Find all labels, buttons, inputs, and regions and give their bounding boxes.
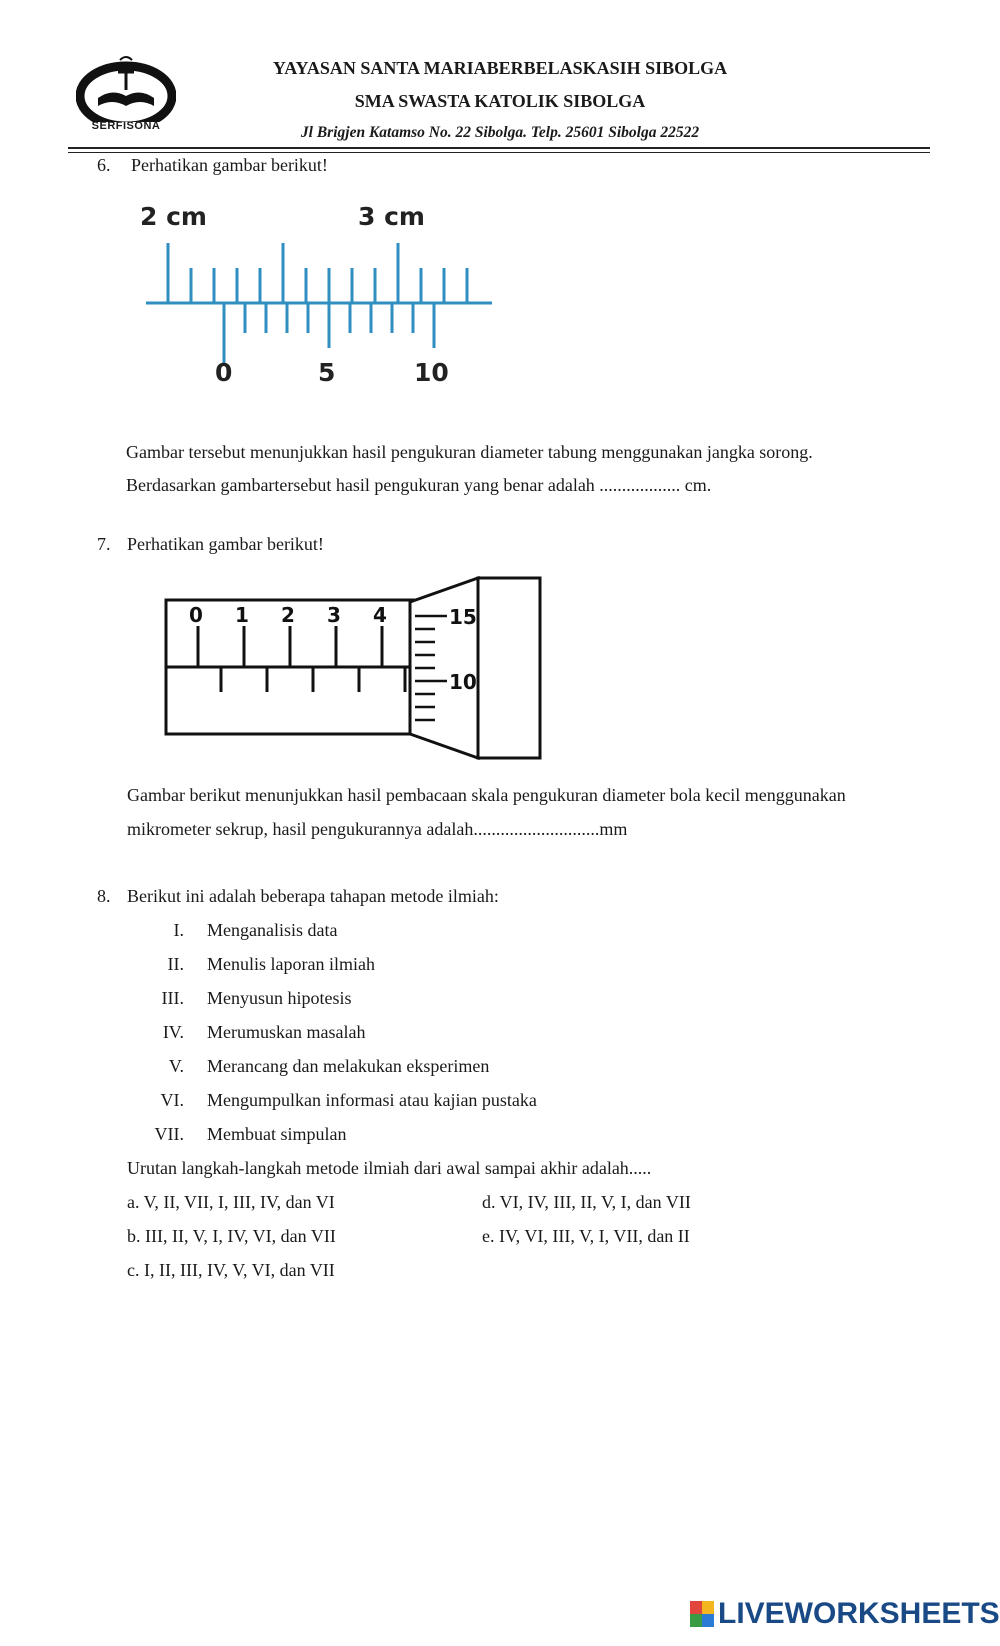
step-numeral: III. xyxy=(161,988,184,1008)
step-numeral: VI. xyxy=(160,1090,184,1110)
thimble-body xyxy=(478,578,540,758)
q8-prompt: Berikut ini adalah beberapa tahapan metode ilmiah: xyxy=(127,886,499,906)
q8-question: Urutan langkah-langkah metode ilmiah dari awal sampai akhir adalah..... xyxy=(127,1158,652,1178)
sleeve-label-1: 1 xyxy=(235,603,249,627)
q7-prompt: Perhatikan gambar berikut! xyxy=(127,534,324,554)
step-numeral: IV. xyxy=(162,1022,184,1042)
step-text: Mengumpulkan informasi atau kajian pustaka xyxy=(207,1090,537,1110)
q6-number: 6. xyxy=(97,155,111,175)
option-d[interactable]: d. VI, IV, III, II, V, I, dan VII xyxy=(482,1192,691,1212)
q7-number: 7. xyxy=(97,534,111,554)
thimble-label-15: 15 xyxy=(449,605,477,629)
q6-prompt: Perhatikan gambar berikut! xyxy=(131,155,328,175)
sleeve-label-0: 0 xyxy=(189,603,203,627)
watermark-text: LIVEWORKSHEETS xyxy=(718,1597,1000,1630)
thimble-label-10: 10 xyxy=(449,670,477,694)
q7-text-line1: Gambar berikut menunjukkan hasil pembacaan skala pengukuran diameter bola kecil menggunakan xyxy=(127,785,846,805)
option-b[interactable]: b. III, II, V, I, IV, VI, dan VII xyxy=(127,1226,336,1246)
logo-text: SERFISONA xyxy=(91,120,161,132)
micrometer-figure xyxy=(160,570,550,770)
option-e[interactable]: e. IV, VI, III, V, I, VII, dan II xyxy=(482,1226,690,1246)
vernier-label-5: 5 xyxy=(318,358,336,387)
step-numeral: II. xyxy=(167,954,184,974)
q6-text-line2: Berdasarkan gambartersebut hasil pengukuran yang benar adalah .................. cm. xyxy=(126,475,712,495)
step-text: Menyusun hipotesis xyxy=(207,988,352,1008)
vernier-label-0: 0 xyxy=(215,358,233,387)
header-school: SMA SWASTA KATOLIK SIBOLGA xyxy=(354,91,646,111)
q8-number: 8. xyxy=(97,886,111,906)
step-text: Merancang dan melakukan eksperimen xyxy=(207,1056,490,1076)
step-numeral: VII. xyxy=(154,1124,184,1144)
header-address: Jl Brigjen Katamso No. 22 Sibolga. Telp. 25601 Sibolga 22522 xyxy=(300,124,700,141)
q6-text-line1: Gambar tersebut menunjukkan hasil pengukuran diameter tabung menggunakan jangka sorong. xyxy=(126,442,813,462)
step-numeral: V. xyxy=(168,1056,184,1076)
sleeve-label-3: 3 xyxy=(327,603,341,627)
header-foundation: YAYASAN SANTA MARIABERBELASKASIH SIBOLGA xyxy=(272,58,728,78)
step-text: Menganalisis data xyxy=(207,920,338,940)
vernier-caliper-figure xyxy=(140,196,500,406)
option-c[interactable]: c. I, II, III, IV, V, VI, dan VII xyxy=(127,1260,335,1280)
header-rule-thin xyxy=(68,152,930,153)
vernier-scale-ticks xyxy=(224,303,434,363)
step-numeral: I. xyxy=(173,920,184,940)
sleeve-label-2: 2 xyxy=(281,603,295,627)
liveworksheets-logo-icon xyxy=(690,1601,714,1627)
step-text: Merumuskan masalah xyxy=(207,1022,366,1042)
school-logo xyxy=(76,54,176,136)
step-text: Menulis laporan ilmiah xyxy=(207,954,375,974)
main-label-3cm: 3 cm xyxy=(358,202,425,231)
vernier-label-10: 10 xyxy=(414,358,449,387)
q7-text-line2: mikrometer sekrup, hasil pengukurannya adalah............................mm xyxy=(127,819,628,839)
option-a[interactable]: a. V, II, VII, I, III, IV, dan VI xyxy=(127,1192,335,1212)
main-scale-ticks xyxy=(146,243,492,303)
sleeve-label-4: 4 xyxy=(373,603,387,627)
step-text: Membuat simpulan xyxy=(207,1124,347,1144)
liveworksheets-watermark xyxy=(690,1596,1000,1632)
header-rule-thick xyxy=(68,147,930,149)
main-label-2cm: 2 cm xyxy=(140,202,207,231)
